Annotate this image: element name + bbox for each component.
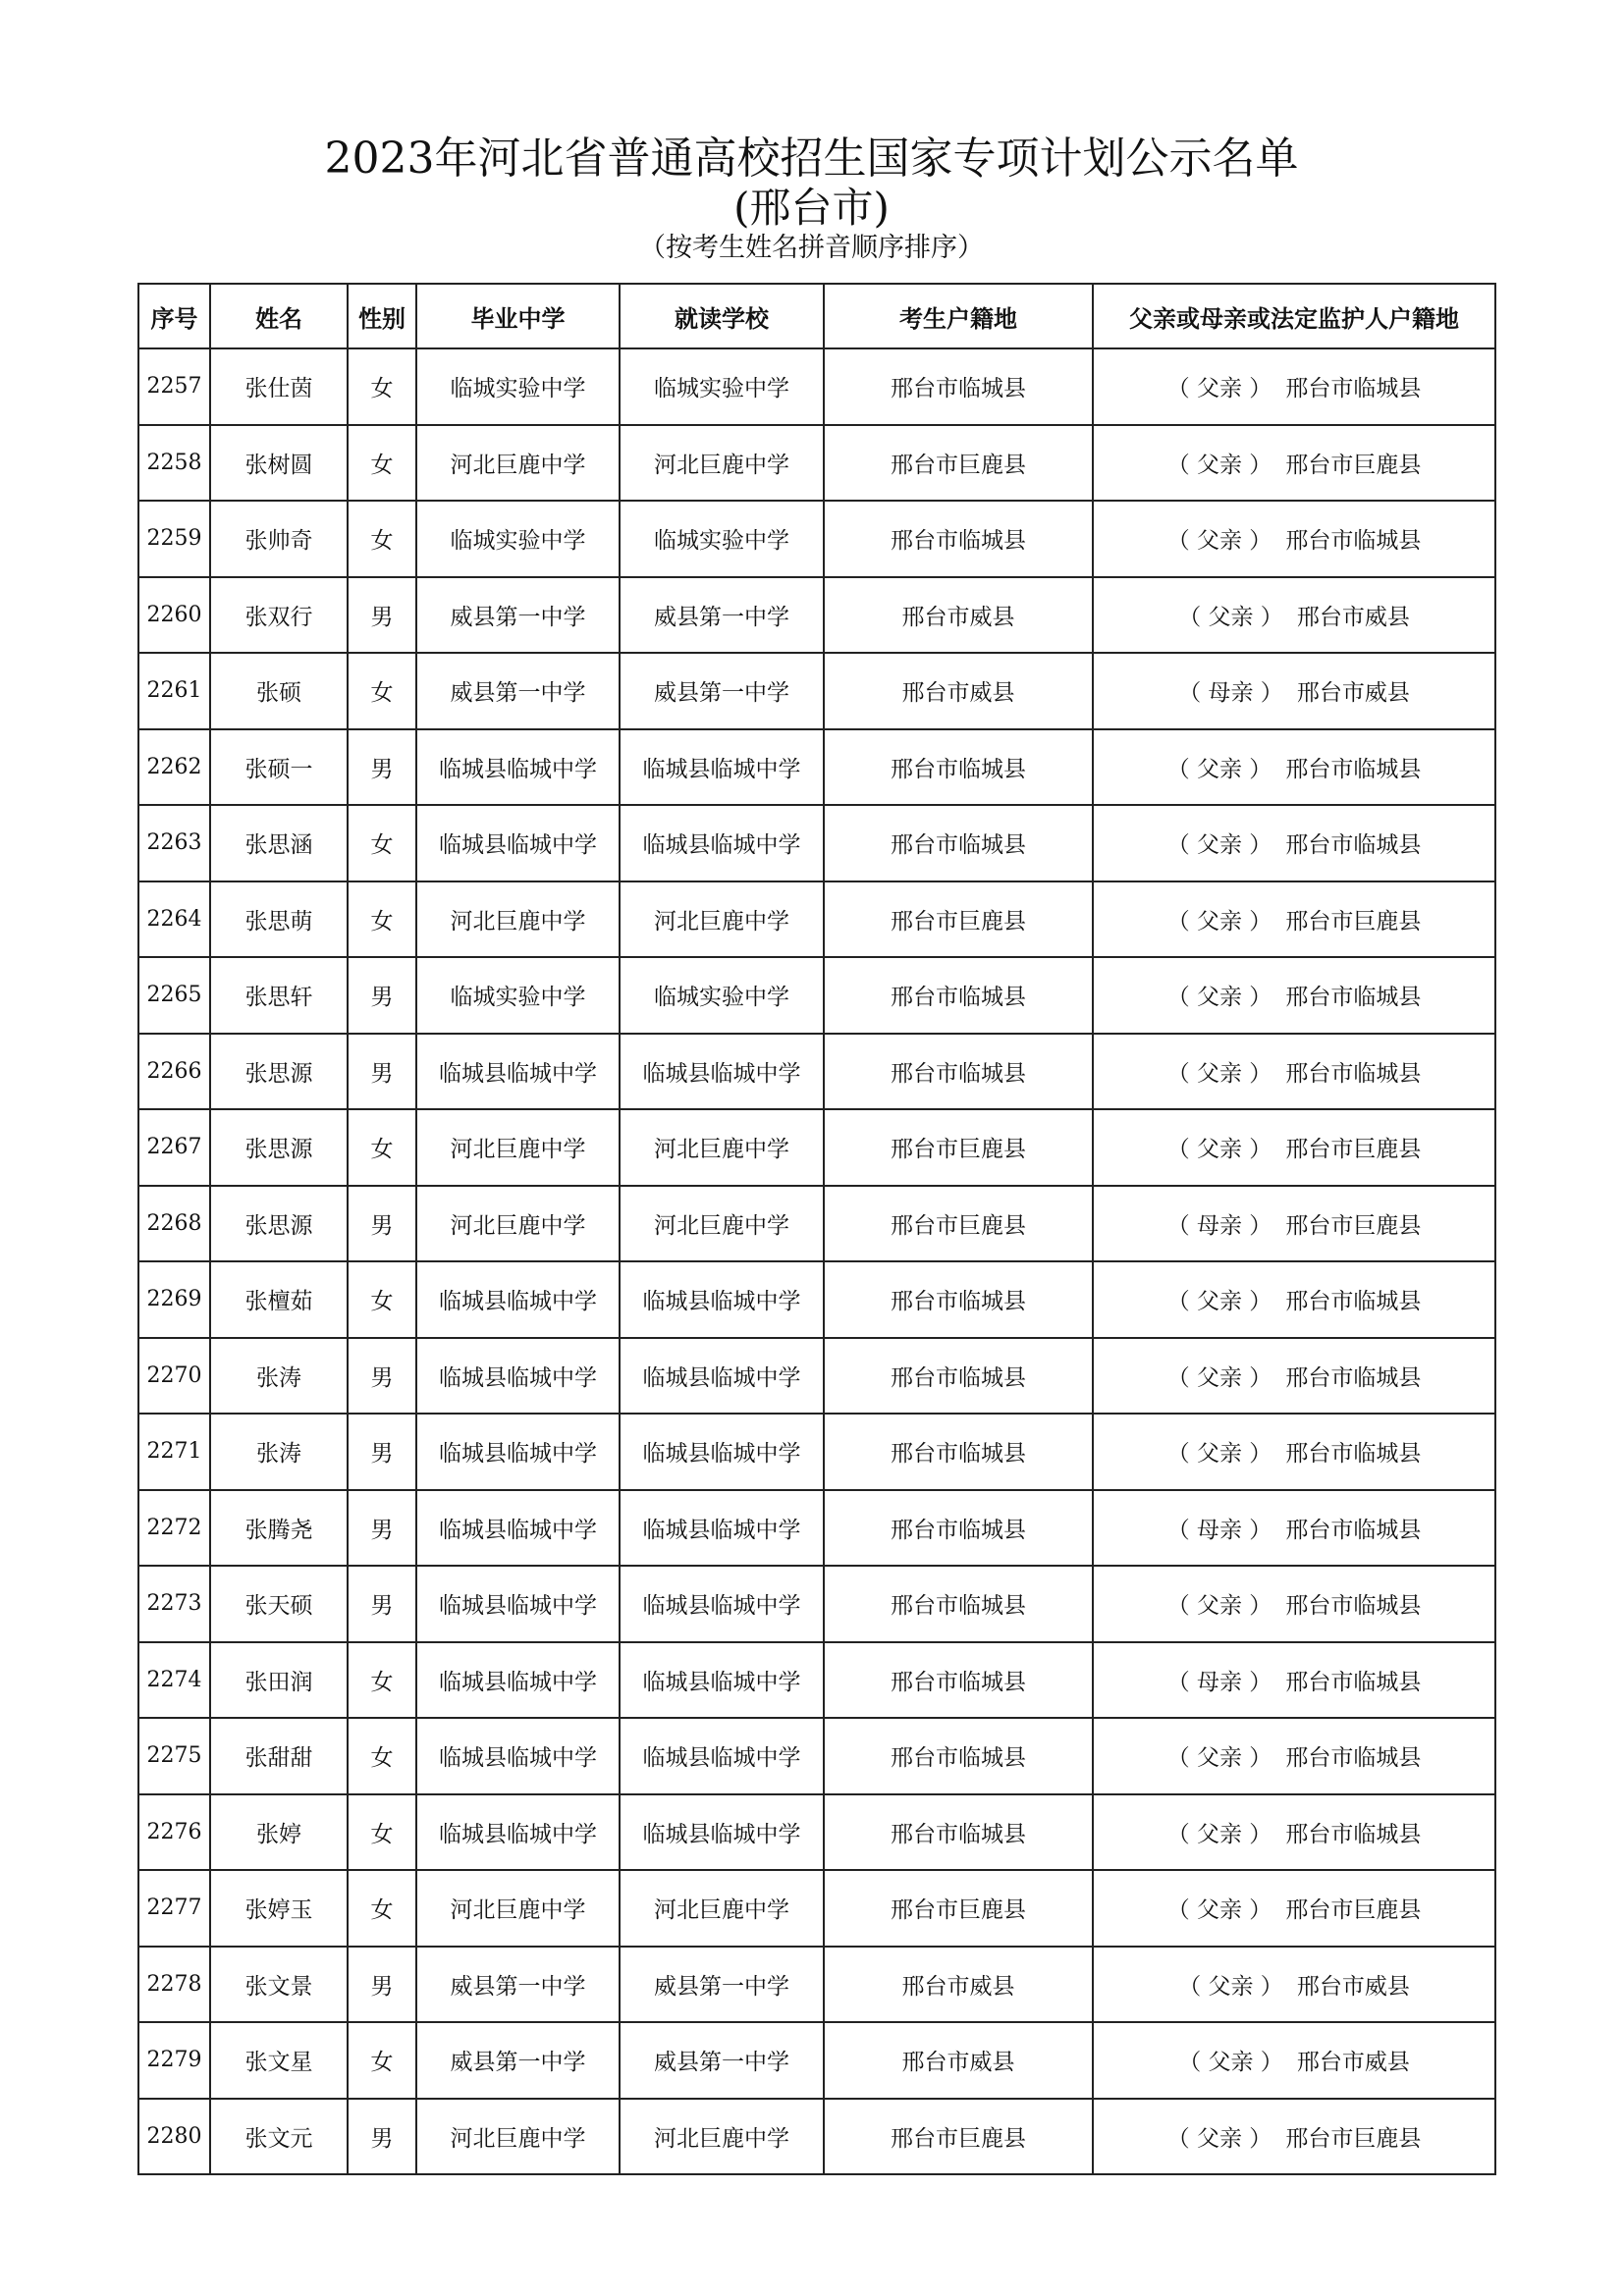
cell-guardian-hukou	[1093, 729, 1495, 806]
cell-grad-school: 河北巨鹿中学	[416, 2099, 620, 2175]
cell-grad-school: 临城实验中学	[416, 348, 620, 425]
cell-guardian-hukou	[1093, 577, 1495, 654]
guardian-relation: （ 父亲 ）	[1166, 1745, 1272, 1772]
table-row	[138, 805, 1495, 881]
cell-seq: 2259	[138, 501, 210, 577]
cell-hukou: 邢台市威县	[824, 577, 1093, 654]
cell-guardian-hukou	[1093, 2099, 1495, 2175]
cell-study-school: 河北巨鹿中学	[620, 425, 824, 502]
cell-study-school: 临城县临城中学	[620, 1490, 824, 1567]
guardian-relation: （ 父亲 ）	[1166, 1593, 1272, 1620]
cell-study-school: 临城县临城中学	[620, 729, 824, 806]
cell-grad-school: 临城县临城中学	[416, 805, 620, 881]
cell-study-school: 临城县临城中学	[620, 805, 824, 881]
cell-seq: 2266	[138, 1034, 210, 1110]
cell-guardian-hukou	[1093, 1718, 1495, 1794]
cell-name: 张天硕	[210, 1566, 348, 1642]
cell-study-school: 威县第一中学	[620, 1947, 824, 2023]
cell-seq: 2273	[138, 1566, 210, 1642]
cell-seq: 2271	[138, 1414, 210, 1490]
page-subtitle: (邢台市)	[733, 184, 890, 232]
cell-study-school: 威县第一中学	[620, 577, 824, 654]
cell-seq: 2257	[138, 348, 210, 425]
header-gender: 性别	[348, 284, 416, 348]
guardian-hukou-value: 邢台市临城县	[1285, 832, 1422, 859]
cell-study-school: 威县第一中学	[620, 2022, 824, 2099]
cell-hukou: 邢台市巨鹿县	[824, 425, 1093, 502]
page-title: 2023年河北省普通高校招生国家专项计划公示名单	[324, 133, 1299, 184]
cell-guardian-hukou	[1093, 957, 1495, 1034]
table-row	[138, 1034, 1495, 1110]
cell-guardian-hukou	[1093, 1261, 1495, 1338]
cell-guardian-hukou	[1093, 348, 1495, 425]
cell-gender: 女	[348, 805, 416, 881]
cell-hukou: 邢台市临城县	[824, 1718, 1093, 1794]
roster-table	[137, 283, 1496, 2175]
guardian-hukou-value: 邢台市威县	[1296, 1973, 1410, 2000]
cell-grad-school: 临城县临城中学	[416, 1034, 620, 1110]
cell-seq: 2274	[138, 1642, 210, 1719]
cell-hukou: 邢台市临城县	[824, 1794, 1093, 1871]
cell-grad-school: 临城县临城中学	[416, 729, 620, 806]
cell-seq: 2258	[138, 425, 210, 502]
cell-hukou: 邢台市临城县	[824, 1490, 1093, 1567]
cell-gender: 女	[348, 425, 416, 502]
cell-guardian-hukou	[1093, 805, 1495, 881]
cell-gender: 男	[348, 957, 416, 1034]
cell-name: 张腾尧	[210, 1490, 348, 1567]
cell-study-school: 临城县临城中学	[620, 1414, 824, 1490]
table-row	[138, 1490, 1495, 1567]
cell-seq: 2279	[138, 2022, 210, 2099]
cell-grad-school: 临城县临城中学	[416, 1490, 620, 1567]
guardian-relation: （ 父亲 ）	[1166, 1897, 1272, 1924]
cell-gender: 男	[348, 1414, 416, 1490]
sort-note: （按考生姓名拼音顺序排序）	[639, 233, 984, 263]
guardian-hukou-value: 邢台市临城县	[1285, 756, 1422, 782]
table-body	[138, 348, 1495, 2174]
cell-gender: 女	[348, 1261, 416, 1338]
guardian-hukou-value: 邢台市巨鹿县	[1285, 1137, 1422, 1163]
header-grad-school: 毕业中学	[416, 284, 620, 348]
guardian-relation: （ 母亲 ）	[1178, 680, 1283, 707]
cell-grad-school: 威县第一中学	[416, 653, 620, 729]
cell-hukou: 邢台市临城县	[824, 1642, 1093, 1719]
cell-gender: 女	[348, 1794, 416, 1871]
cell-seq: 2261	[138, 653, 210, 729]
cell-name: 张仕茵	[210, 348, 348, 425]
cell-grad-school: 河北巨鹿中学	[416, 1870, 620, 1947]
cell-name: 张思轩	[210, 957, 348, 1034]
cell-guardian-hukou	[1093, 2022, 1495, 2099]
table-row	[138, 881, 1495, 958]
cell-grad-school: 临城县临城中学	[416, 1642, 620, 1719]
cell-grad-school: 威县第一中学	[416, 1947, 620, 2023]
cell-grad-school: 临城县临城中学	[416, 1718, 620, 1794]
cell-name: 张文星	[210, 2022, 348, 2099]
cell-study-school: 河北巨鹿中学	[620, 1186, 824, 1262]
cell-seq: 2277	[138, 1870, 210, 1947]
guardian-hukou-value: 邢台市临城县	[1285, 1441, 1422, 1468]
cell-gender: 男	[348, 1947, 416, 2023]
guardian-relation: （ 父亲 ）	[1166, 376, 1272, 402]
guardian-relation: （ 母亲 ）	[1166, 1669, 1272, 1695]
guardian-hukou-value: 邢台市临城县	[1285, 528, 1422, 555]
guardian-relation: （ 父亲 ）	[1166, 452, 1272, 478]
cell-seq: 2268	[138, 1186, 210, 1262]
guardian-hukou-value: 邢台市巨鹿县	[1285, 452, 1422, 478]
cell-name: 张田润	[210, 1642, 348, 1719]
cell-guardian-hukou	[1093, 1186, 1495, 1262]
table-row	[138, 1870, 1495, 1947]
table-row	[138, 729, 1495, 806]
cell-grad-school: 临城实验中学	[416, 957, 620, 1034]
guardian-relation: （ 父亲 ）	[1166, 1137, 1272, 1163]
cell-seq: 2278	[138, 1947, 210, 2023]
table-row	[138, 1566, 1495, 1642]
cell-gender: 男	[348, 1490, 416, 1567]
guardian-hukou-value: 邢台市威县	[1296, 2050, 1410, 2076]
cell-study-school: 临城县临城中学	[620, 1794, 824, 1871]
guardian-relation: （ 父亲 ）	[1178, 1973, 1283, 2000]
cell-study-school: 临城实验中学	[620, 348, 824, 425]
guardian-relation: （ 母亲 ）	[1166, 1212, 1272, 1239]
cell-name: 张婷玉	[210, 1870, 348, 1947]
cell-name: 张思涵	[210, 805, 348, 881]
cell-seq: 2267	[138, 1109, 210, 1186]
guardian-hukou-value: 邢台市巨鹿县	[1285, 1212, 1422, 1239]
cell-guardian-hukou	[1093, 1794, 1495, 1871]
cell-gender: 男	[348, 1186, 416, 1262]
cell-seq: 2264	[138, 881, 210, 958]
guardian-relation: （ 父亲 ）	[1166, 1060, 1272, 1087]
header-hukou: 考生户籍地	[824, 284, 1093, 348]
cell-hukou: 邢台市临城县	[824, 729, 1093, 806]
cell-guardian-hukou	[1093, 1490, 1495, 1567]
cell-grad-school: 临城实验中学	[416, 501, 620, 577]
cell-seq: 2265	[138, 957, 210, 1034]
cell-name: 张涛	[210, 1414, 348, 1490]
guardian-hukou-value: 邢台市巨鹿县	[1285, 2125, 1422, 2152]
cell-study-school: 临城县临城中学	[620, 1261, 824, 1338]
cell-grad-school: 河北巨鹿中学	[416, 881, 620, 958]
table-row	[138, 1642, 1495, 1719]
guardian-relation: （ 父亲 ）	[1166, 908, 1272, 934]
cell-hukou: 邢台市威县	[824, 1947, 1093, 2023]
cell-gender: 女	[348, 1718, 416, 1794]
cell-guardian-hukou	[1093, 1034, 1495, 1110]
cell-hukou: 邢台市威县	[824, 653, 1093, 729]
cell-name: 张甜甜	[210, 1718, 348, 1794]
cell-gender: 男	[348, 1566, 416, 1642]
table-row	[138, 348, 1495, 425]
cell-gender: 男	[348, 1034, 416, 1110]
cell-name: 张硕一	[210, 729, 348, 806]
cell-guardian-hukou	[1093, 1566, 1495, 1642]
cell-hukou: 邢台市临城县	[824, 1414, 1093, 1490]
cell-hukou: 邢台市临城县	[824, 501, 1093, 577]
header-seq: 序号	[138, 284, 210, 348]
guardian-relation: （ 父亲 ）	[1166, 1364, 1272, 1391]
guardian-relation: （ 父亲 ）	[1178, 604, 1283, 630]
guardian-relation: （ 父亲 ）	[1178, 2050, 1283, 2076]
cell-seq: 2269	[138, 1261, 210, 1338]
cell-hukou: 邢台市临城县	[824, 1261, 1093, 1338]
cell-name: 张思源	[210, 1186, 348, 1262]
cell-name: 张思源	[210, 1034, 348, 1110]
cell-guardian-hukou	[1093, 1642, 1495, 1719]
cell-hukou: 邢台市巨鹿县	[824, 1109, 1093, 1186]
cell-gender: 男	[348, 729, 416, 806]
table-row	[138, 1338, 1495, 1415]
guardian-relation: （ 父亲 ）	[1166, 832, 1272, 859]
cell-gender: 女	[348, 2022, 416, 2099]
cell-name: 张檀茹	[210, 1261, 348, 1338]
table-row	[138, 1794, 1495, 1871]
cell-grad-school: 临城县临城中学	[416, 1794, 620, 1871]
guardian-relation: （ 父亲 ）	[1166, 528, 1272, 555]
table-row	[138, 1947, 1495, 2023]
table-row	[138, 653, 1495, 729]
cell-name: 张树圆	[210, 425, 348, 502]
table-row	[138, 1186, 1495, 1262]
cell-hukou: 邢台市临城县	[824, 805, 1093, 881]
cell-guardian-hukou	[1093, 1947, 1495, 2023]
cell-hukou: 邢台市临城县	[824, 957, 1093, 1034]
cell-gender: 女	[348, 1109, 416, 1186]
cell-study-school: 临城县临城中学	[620, 1642, 824, 1719]
cell-study-school: 临城实验中学	[620, 957, 824, 1034]
cell-study-school: 河北巨鹿中学	[620, 1870, 824, 1947]
table-row	[138, 2022, 1495, 2099]
guardian-hukou-value: 邢台市威县	[1296, 604, 1410, 630]
cell-study-school: 河北巨鹿中学	[620, 2099, 824, 2175]
cell-name: 张文元	[210, 2099, 348, 2175]
cell-grad-school: 河北巨鹿中学	[416, 1186, 620, 1262]
cell-guardian-hukou	[1093, 881, 1495, 958]
cell-seq: 2275	[138, 1718, 210, 1794]
cell-name: 张帅奇	[210, 501, 348, 577]
cell-study-school: 临城县临城中学	[620, 1034, 824, 1110]
cell-seq: 2263	[138, 805, 210, 881]
cell-hukou: 邢台市临城县	[824, 1566, 1093, 1642]
guardian-relation: （ 父亲 ）	[1166, 1441, 1272, 1468]
cell-guardian-hukou	[1093, 1870, 1495, 1947]
cell-gender: 男	[348, 2099, 416, 2175]
cell-study-school: 临城县临城中学	[620, 1566, 824, 1642]
cell-name: 张硕	[210, 653, 348, 729]
cell-grad-school: 临城县临城中学	[416, 1566, 620, 1642]
cell-hukou: 邢台市临城县	[824, 1034, 1093, 1110]
cell-hukou: 邢台市巨鹿县	[824, 1186, 1093, 1262]
table-row	[138, 425, 1495, 502]
cell-name: 张文景	[210, 1947, 348, 2023]
table-row	[138, 501, 1495, 577]
cell-grad-school: 威县第一中学	[416, 2022, 620, 2099]
guardian-relation: （ 父亲 ）	[1166, 1289, 1272, 1315]
cell-hukou: 邢台市巨鹿县	[824, 881, 1093, 958]
header-guardian-hukou: 父亲或母亲或法定监护人户籍地	[1093, 284, 1495, 348]
cell-gender: 女	[348, 501, 416, 577]
table-row	[138, 1261, 1495, 1338]
header-name: 姓名	[210, 284, 348, 348]
table-row	[138, 577, 1495, 654]
cell-seq: 2280	[138, 2099, 210, 2175]
cell-hukou: 邢台市临城县	[824, 348, 1093, 425]
table-row	[138, 1414, 1495, 1490]
table-row	[138, 957, 1495, 1034]
cell-seq: 2270	[138, 1338, 210, 1415]
cell-seq: 2260	[138, 577, 210, 654]
cell-hukou: 邢台市巨鹿县	[824, 1870, 1093, 1947]
cell-name: 张思源	[210, 1109, 348, 1186]
cell-gender: 女	[348, 348, 416, 425]
guardian-hukou-value: 邢台市临城县	[1285, 1289, 1422, 1315]
cell-hukou: 邢台市威县	[824, 2022, 1093, 2099]
cell-name: 张双行	[210, 577, 348, 654]
cell-gender: 女	[348, 653, 416, 729]
cell-grad-school: 威县第一中学	[416, 577, 620, 654]
cell-guardian-hukou	[1093, 653, 1495, 729]
cell-study-school: 临城县临城中学	[620, 1338, 824, 1415]
guardian-hukou-value: 邢台市临城县	[1285, 1364, 1422, 1391]
cell-grad-school: 临城县临城中学	[416, 1414, 620, 1490]
cell-gender: 男	[348, 1338, 416, 1415]
guardian-hukou-value: 邢台市巨鹿县	[1285, 1897, 1422, 1924]
cell-seq: 2272	[138, 1490, 210, 1567]
guardian-hukou-value: 邢台市临城县	[1285, 1821, 1422, 1847]
header-study-school: 就读学校	[620, 284, 824, 348]
cell-study-school: 临城实验中学	[620, 501, 824, 577]
table-row	[138, 2099, 1495, 2175]
guardian-hukou-value: 邢台市临城县	[1285, 1669, 1422, 1695]
cell-study-school: 临城县临城中学	[620, 1718, 824, 1794]
table-row	[138, 1718, 1495, 1794]
cell-study-school: 河北巨鹿中学	[620, 881, 824, 958]
guardian-hukou-value: 邢台市临城县	[1285, 1060, 1422, 1087]
guardian-hukou-value: 邢台市临城县	[1285, 1517, 1422, 1543]
cell-grad-school: 临城县临城中学	[416, 1261, 620, 1338]
cell-guardian-hukou	[1093, 1414, 1495, 1490]
cell-guardian-hukou	[1093, 1109, 1495, 1186]
guardian-hukou-value: 邢台市临城县	[1285, 1593, 1422, 1620]
guardian-relation: （ 母亲 ）	[1166, 1517, 1272, 1543]
cell-study-school: 威县第一中学	[620, 653, 824, 729]
cell-study-school: 河北巨鹿中学	[620, 1109, 824, 1186]
cell-gender: 女	[348, 1870, 416, 1947]
cell-grad-school: 河北巨鹿中学	[416, 425, 620, 502]
cell-seq: 2262	[138, 729, 210, 806]
cell-grad-school: 河北巨鹿中学	[416, 1109, 620, 1186]
cell-seq: 2276	[138, 1794, 210, 1871]
cell-name: 张婷	[210, 1794, 348, 1871]
cell-guardian-hukou	[1093, 1338, 1495, 1415]
cell-name: 张思萌	[210, 881, 348, 958]
cell-hukou: 邢台市临城县	[824, 1338, 1093, 1415]
guardian-relation: （ 父亲 ）	[1166, 2125, 1272, 2152]
cell-guardian-hukou	[1093, 425, 1495, 502]
table-header-row	[138, 284, 1495, 348]
cell-name: 张涛	[210, 1338, 348, 1415]
guardian-relation: （ 父亲 ）	[1166, 985, 1272, 1011]
guardian-hukou-value: 邢台市临城县	[1285, 376, 1422, 402]
table-row	[138, 1109, 1495, 1186]
cell-guardian-hukou	[1093, 501, 1495, 577]
guardian-hukou-value: 邢台市临城县	[1285, 1745, 1422, 1772]
cell-gender: 男	[348, 577, 416, 654]
cell-gender: 女	[348, 881, 416, 958]
cell-grad-school: 临城县临城中学	[416, 1338, 620, 1415]
cell-gender: 女	[348, 1642, 416, 1719]
guardian-relation: （ 父亲 ）	[1166, 756, 1272, 782]
cell-hukou: 邢台市巨鹿县	[824, 2099, 1093, 2175]
guardian-hukou-value: 邢台市临城县	[1285, 985, 1422, 1011]
guardian-relation: （ 父亲 ）	[1166, 1821, 1272, 1847]
guardian-hukou-value: 邢台市巨鹿县	[1285, 908, 1422, 934]
guardian-hukou-value: 邢台市威县	[1296, 680, 1410, 707]
